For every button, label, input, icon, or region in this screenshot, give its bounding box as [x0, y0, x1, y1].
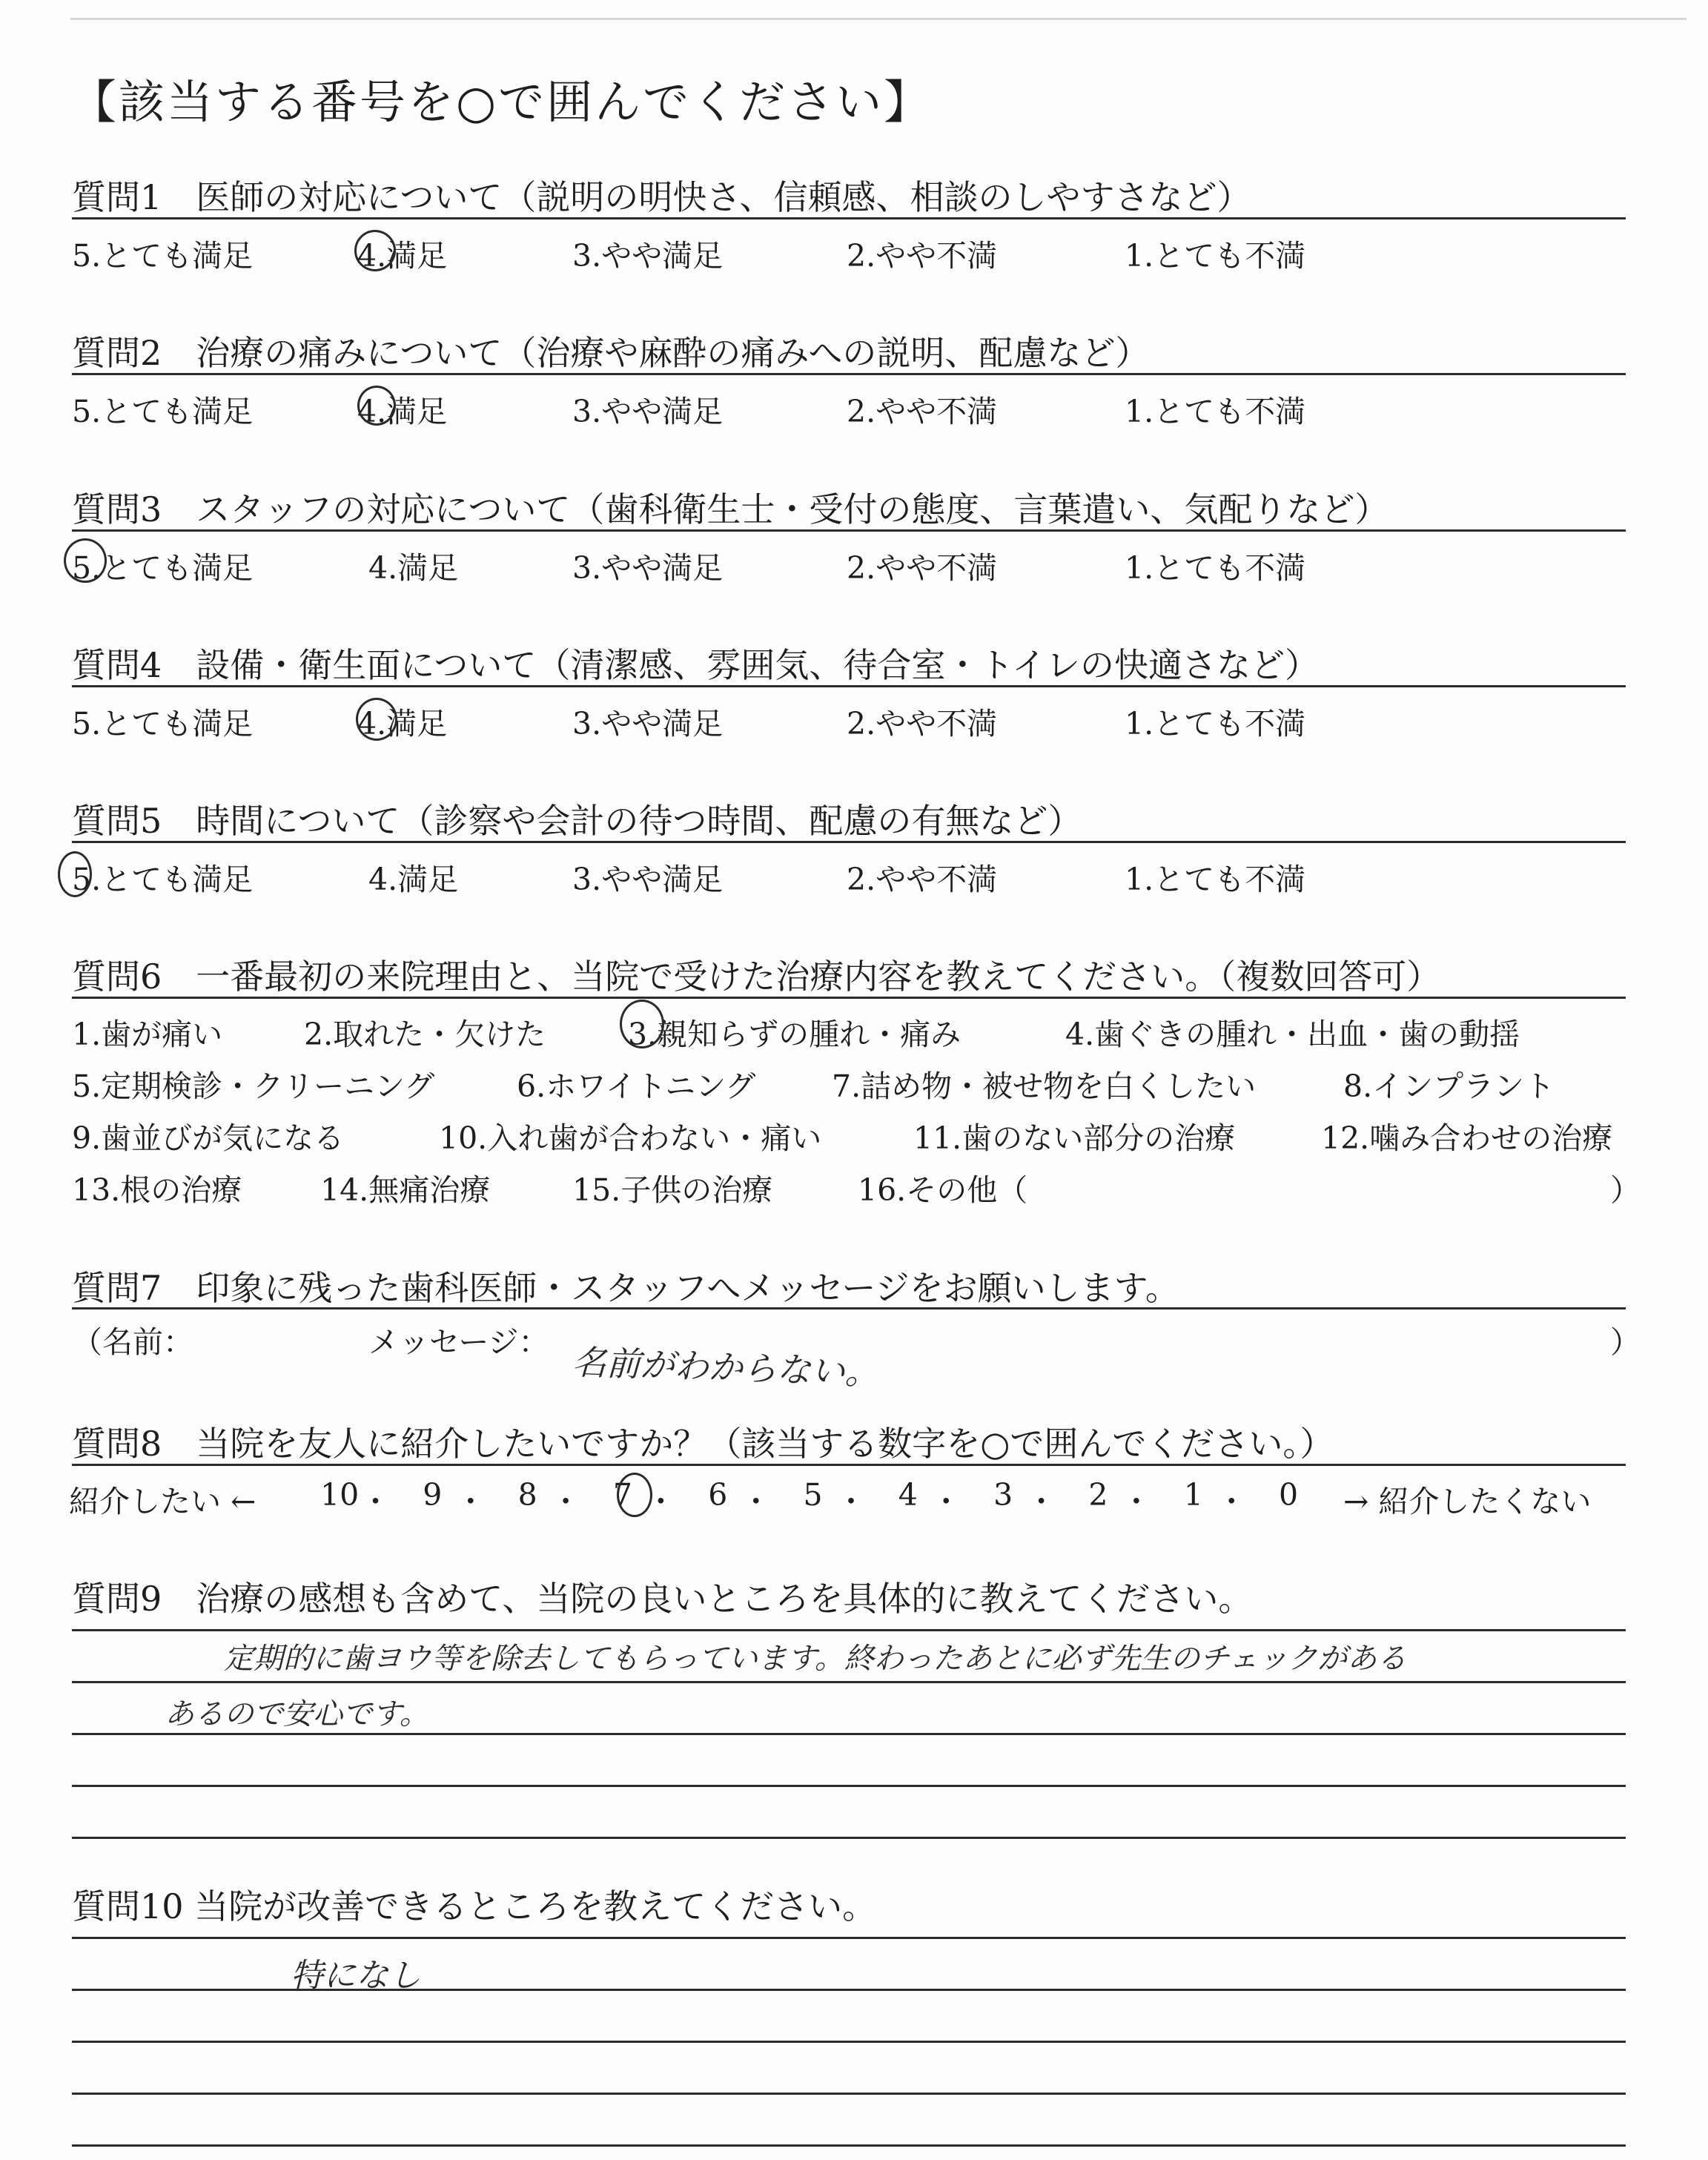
- q1-option-5[interactable]: 5.とても満足: [72, 238, 254, 274]
- q6-option-13[interactable]: 13.根の治療: [72, 1172, 242, 1208]
- q4-option-1[interactable]: 1.とても不満: [1125, 706, 1306, 742]
- q6-option-15[interactable]: 15.子供の治療: [572, 1172, 773, 1208]
- q10-line-1: [72, 1937, 1626, 1939]
- q3-option-1[interactable]: 1.とても不満: [1125, 550, 1306, 586]
- q6-title: 質問6 一番最初の来院理由と、当院で受けた治療内容を教えてください。（複数回答可）: [72, 957, 1441, 997]
- q2-option-4[interactable]: 4.満足: [357, 394, 448, 429]
- q1-rule: [72, 217, 1626, 219]
- q6-selection-circle: [620, 1000, 664, 1048]
- q4-option-4[interactable]: 4.満足: [357, 706, 448, 742]
- q5-option-1[interactable]: 1.とても不満: [1125, 862, 1306, 897]
- q8-scale-separator: ・: [1026, 1484, 1057, 1519]
- q6-option-3[interactable]: 3.親知らずの腫れ・痛み: [628, 1017, 961, 1052]
- q8-scale-separator: ・: [645, 1484, 676, 1519]
- q5-rule: [72, 841, 1626, 843]
- q2-option-2[interactable]: 2.やや不満: [847, 394, 998, 429]
- q9-line-1: [72, 1629, 1626, 1631]
- q5-option-4[interactable]: 4.満足: [368, 862, 459, 897]
- q4-rule: [72, 685, 1626, 687]
- q8-title: 質問8 当院を友人に紹介したいですか？（該当する数字を○で囲んでください。）: [72, 1424, 1334, 1464]
- q1-title: 質問1 医師の対応について（説明の明快さ、信頼感、相談のしやすさなど）: [72, 177, 1251, 217]
- q6-rule: [72, 997, 1626, 999]
- q2-rule: [72, 373, 1626, 375]
- q5-title: 質問5 時間について（診察や会計の待つ時間、配慮の有無など）: [72, 801, 1082, 841]
- q9-line-4: [72, 1785, 1626, 1787]
- q8-scale-option-4[interactable]: 4: [898, 1477, 918, 1513]
- q3-option-3[interactable]: 3.やや満足: [572, 550, 724, 586]
- q8-scale-option-7[interactable]: 7: [612, 1477, 632, 1513]
- top-border: [70, 18, 1687, 20]
- q8-right-label: → 紹介したくない: [1343, 1484, 1592, 1519]
- q9-line-3: [72, 1733, 1626, 1735]
- q7-close-paren: ）: [1610, 1324, 1641, 1360]
- q6-option-12[interactable]: 12.噛み合わせの治療: [1321, 1120, 1613, 1156]
- q8-scale-option-10[interactable]: 10: [320, 1477, 360, 1513]
- q8-scale-option-8[interactable]: 8: [517, 1477, 537, 1513]
- q1-selection-circle: [354, 230, 396, 271]
- q10-line-3: [72, 2041, 1626, 2043]
- q6-option-7[interactable]: 7.詰め物・被せ物を白くしたい: [832, 1069, 1257, 1104]
- q6-option-5[interactable]: 5.定期検診・クリーニング: [72, 1069, 435, 1104]
- q3-option-5[interactable]: 5.とても満足: [72, 550, 254, 586]
- q8-scale-separator: ・: [1216, 1484, 1247, 1519]
- q7-message-label: メッセージ：: [368, 1324, 549, 1360]
- q2-selection-circle: [357, 386, 396, 426]
- q6-option-14[interactable]: 14.無痛治療: [320, 1172, 491, 1208]
- q8-scale-separator: ・: [930, 1484, 961, 1519]
- q10-line-4: [72, 2093, 1626, 2095]
- q4-option-5[interactable]: 5.とても満足: [72, 706, 254, 742]
- q6-option-10[interactable]: 10.入れ歯が合わない・痛い: [439, 1120, 822, 1156]
- q7-handwritten-message: 名前がわからない。: [572, 1341, 880, 1393]
- q8-selection-circle: [617, 1473, 652, 1517]
- q8-scale-option-2[interactable]: 2: [1088, 1477, 1108, 1513]
- q8-scale-separator: ・: [835, 1484, 867, 1519]
- q1-option-1[interactable]: 1.とても不満: [1125, 238, 1306, 274]
- q3-option-2[interactable]: 2.やや不満: [847, 550, 998, 586]
- q5-option-3[interactable]: 3.やや満足: [572, 862, 724, 897]
- q6-close-paren: ）: [1610, 1172, 1641, 1208]
- q9-line-5: [72, 1837, 1626, 1839]
- q7-title: 質問7 印象に残った歯科医師・スタッフへメッセージをお願いします。: [72, 1268, 1179, 1308]
- q4-option-2[interactable]: 2.やや不満: [847, 706, 998, 742]
- q7-name-label: （名前：: [72, 1324, 193, 1360]
- q6-option-6[interactable]: 6.ホワイトニング: [517, 1069, 756, 1104]
- q10-title: 質問10 当院が改善できるところを教えてください。: [72, 1886, 877, 1926]
- q7-rule: [72, 1307, 1626, 1309]
- q9-title: 質問9 治療の感想も含めて、当院の良いところを具体的に教えてください。: [72, 1579, 1253, 1619]
- form-header: 【該当する番号を○で囲んでください】: [70, 75, 933, 129]
- q8-scale-separator: ・: [360, 1484, 391, 1519]
- q4-selection-circle: [356, 698, 397, 741]
- q4-title: 質問4 設備・衛生面について（清潔感、雰囲気、待合室・トイレの快適さなど）: [72, 645, 1320, 685]
- q6-option-11[interactable]: 11.歯のない部分の治療: [913, 1120, 1236, 1156]
- q4-option-3[interactable]: 3.やや満足: [572, 706, 724, 742]
- q3-selection-circle: [64, 538, 107, 583]
- q2-title: 質問2 治療の痛みについて（治療や麻酔の痛みへの説明、配慮など）: [72, 333, 1150, 373]
- q8-scale-option-5[interactable]: 5: [803, 1477, 823, 1513]
- q8-scale-option-9[interactable]: 9: [423, 1477, 443, 1513]
- q2-option-5[interactable]: 5.とても満足: [72, 394, 254, 429]
- q3-title: 質問3 スタッフの対応について（歯科衛生士・受付の態度、言葉遣い、気配りなど）: [72, 489, 1389, 529]
- q8-scale-option-0[interactable]: 0: [1279, 1477, 1299, 1513]
- q6-option-4[interactable]: 4.歯ぐきの腫れ・出血・歯の動揺: [1065, 1017, 1520, 1052]
- q6-option-2[interactable]: 2.取れた・欠けた: [304, 1017, 546, 1052]
- q10-handwritten-answer: 特になし: [291, 1957, 421, 1995]
- q2-option-3[interactable]: 3.やや満足: [572, 394, 724, 429]
- q9-handwritten-line-2: あるので安心です。: [165, 1697, 429, 1731]
- q8-scale-option-1[interactable]: 1: [1183, 1477, 1203, 1513]
- q9-line-2: [72, 1681, 1626, 1683]
- q2-option-1[interactable]: 1.とても不満: [1125, 394, 1306, 429]
- q6-option-9[interactable]: 9.歯並びが気になる: [72, 1120, 345, 1156]
- q8-scale-separator: ・: [550, 1484, 581, 1519]
- q10-line-5: [72, 2144, 1626, 2147]
- q6-option-16[interactable]: 16.その他（: [858, 1172, 1028, 1208]
- q8-scale-separator: ・: [455, 1484, 486, 1519]
- q8-scale-separator: ・: [1121, 1484, 1152, 1519]
- q1-option-4[interactable]: 4.満足: [357, 238, 448, 274]
- q8-left-label: 紹介したい ←: [69, 1484, 256, 1519]
- q8-scale-option-3[interactable]: 3: [993, 1477, 1013, 1513]
- q9-handwritten-line-1: 定期的に歯ヨウ等を除去してもらっています。終わったあとに必ず先生のチェックがある: [224, 1642, 1407, 1676]
- q8-scale-separator: ・: [741, 1484, 772, 1519]
- q5-option-2[interactable]: 2.やや不満: [847, 862, 998, 897]
- q5-selection-circle: [58, 851, 92, 897]
- q8-scale-option-6[interactable]: 6: [708, 1477, 728, 1513]
- q3-rule: [72, 529, 1626, 532]
- q3-option-4[interactable]: 4.満足: [368, 550, 459, 586]
- q1-option-2[interactable]: 2.やや不満: [847, 238, 998, 274]
- q6-option-8[interactable]: 8.インプラント: [1343, 1069, 1555, 1104]
- q8-rule: [72, 1464, 1626, 1466]
- q5-option-5[interactable]: 5.とても満足: [72, 862, 254, 897]
- q6-option-1[interactable]: 1.歯が痛い: [72, 1017, 223, 1052]
- q1-option-3[interactable]: 3.やや満足: [572, 238, 724, 274]
